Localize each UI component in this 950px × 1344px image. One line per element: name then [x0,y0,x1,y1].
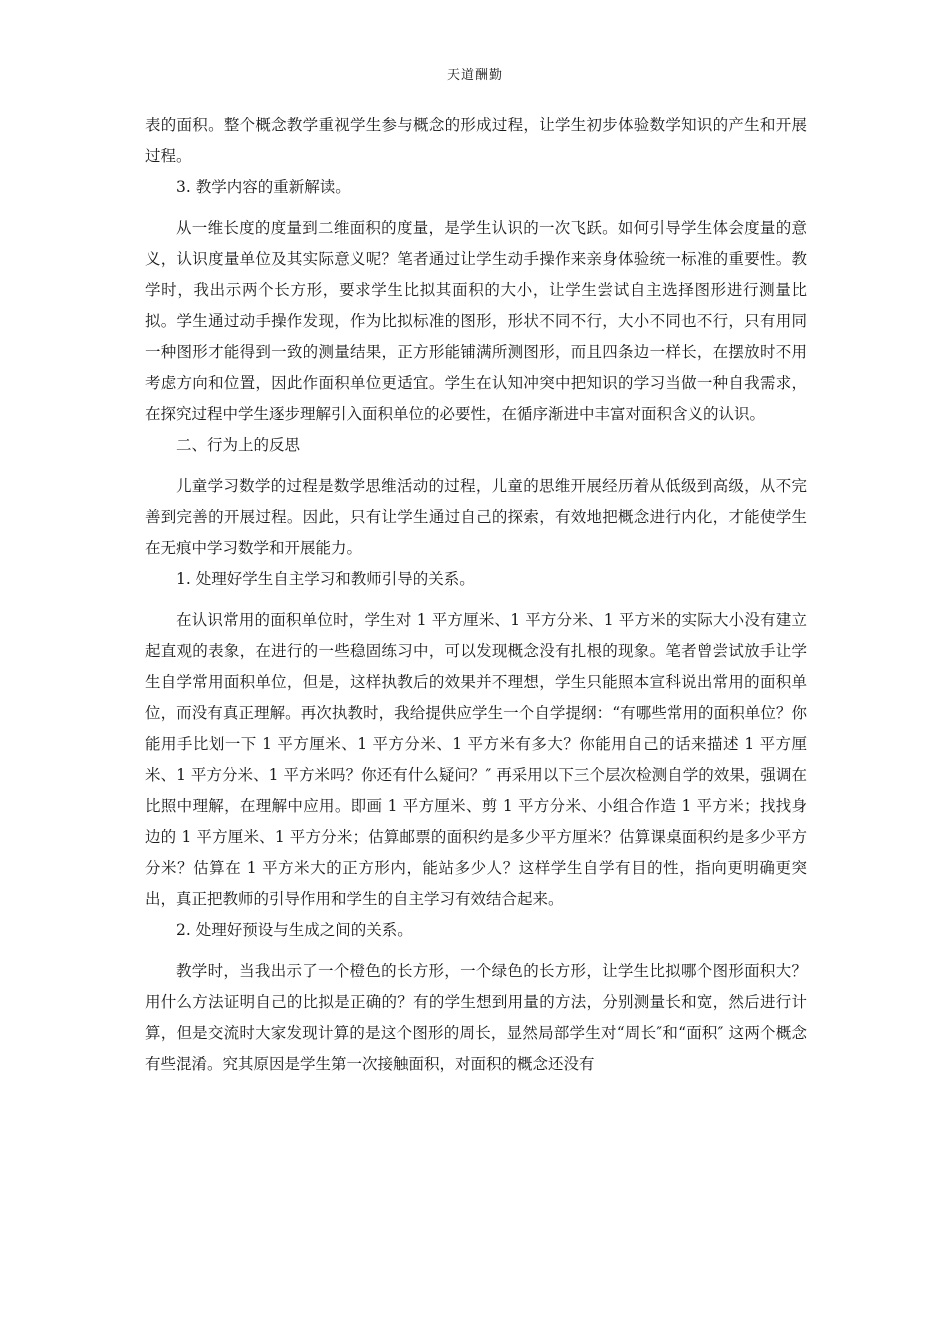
paragraph-body: 教学时，当我出示了一个橙色的长方形，一个绿色的长方形，让学生比拟哪个图形面积大？用什么方法证明自己的比拟是正确的？有的学生想到用量的方法，分别测量长和宽，然后进行计算，但是交流时大家发现计算的是这个图形的周长，显然局部学生对“周长″和“面积″ 这两个概念有些混淆。究其原因是学生第一次接触面积，对面积的概念还没有 [145,962,807,1073]
document-body [145,110,807,1080]
section-heading-behavior-reflection: 二、行为上的反思 [176,436,301,454]
page-header: 天道酬勤 [446,68,503,83]
paragraph-body: 从一维长度的度量到二维面积的度量，是学生认识的一次飞跃。如何引导学生体会度量的意义，认识度量单位及其实际意义呢？笔者通过让学生动手操作来亲身体验统一标准的重要性。教学时，我出示两个长方形，要求学生比拟其面积的大小，让学生尝试自主选择图形进行测量比拟。学生通过动手操作发现，作为比拟标准的图形，形状不同不行，大小不同也不行，只有用同一种图形才能得到一致的测量结果，正方形能铺满所测图形，而且四条边一样长，在摆放时不用考虑方向和位置，因此作面积单位更适宜。学生在认知冲突中把知识的学习当做一种自我需求，在探究过程中学生逐步理解引入面积单位的必要性，在循序渐进中丰富对面积含义的认识。 [145,219,807,423]
paragraph-body: 儿童学习数学的过程是数学思维活动的过程，儿童的思维开展经历着从低级到高级，从不完善到完善的开展过程。因此，只有让学生通过自己的探索，有效地把概念进行内化，才能使学生在无痕中学习数学和开展能力。 [145,477,807,557]
paragraph-body: 在认识常用的面积单位时，学生对 1 平方厘米、1 平方分米、1 平方米的实际大小没有建立起直观的表象，在进行的一些稳固练习中，可以发现概念没有扎根的现象。笔者曾尝试放手让学生自学常用面积单位，但是，这样执教后的效果并不理想，学生只能照本宣科说出常用的面积单位，而没有真正理解。再次执教时，我给提供应学生一个自学提纲：“有哪些常用的面积单位？你能用手比划一下 1 平方厘米、1 平方分米、1 平方米有多大？你能用自己的话来描述 1 平方厘米、1 平方分米、1 平方米吗？你还有什么疑问？″ 再采用以下三个层次检测自学的效果，强调在比照中理解，在理解中应用。即画 1 平方厘米、剪 1 平方分米、小组合作造 1 平方米；找找身边的 1 平方厘米、1 平方分米；估算邮票的面积约是多少平方厘米？估算课桌面积约是多少平方分米？估算在 1 平方米大的正方形内，能站多少人？这样学生自学有目的性，指向更明确更突出，真正把教师的引导作用和学生的自主学习有效结合起来。 [145,611,807,908]
paragraph-continuation: 表的面积。整个概念教学重视学生参与概念的形成过程，让学生初步体验数学知识的产生和开展过程。 [145,116,807,165]
section-heading-2: 2. 处理好预设与生成之间的关系。 [176,921,413,939]
section-heading-3: 3. 教学内容的重新解读。 [176,178,351,196]
section-heading-1: 1. 处理好学生自主学习和教师引导的关系。 [176,570,475,588]
